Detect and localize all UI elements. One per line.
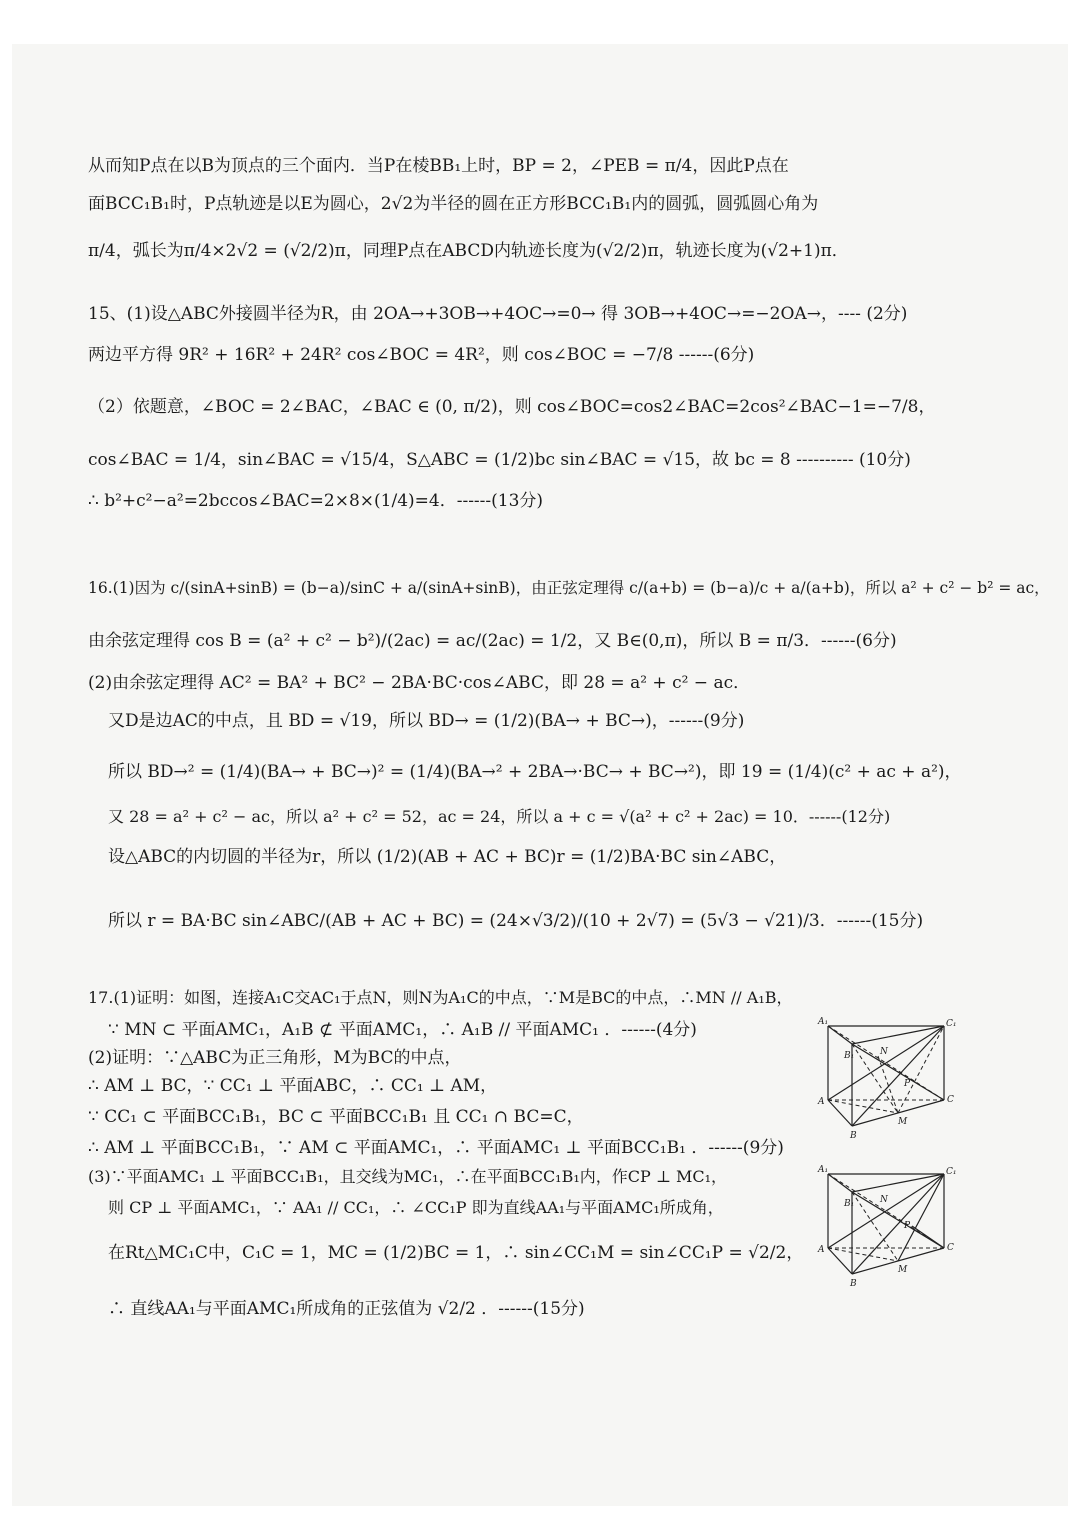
- figure-label: M: [898, 1117, 908, 1127]
- text-line: 16.(1)因为 c/(sinA+sinB) = (b−a)/sinC + a/(sinA+sinB)，由正弦定理得 c/(a+b) = (b−a)/c + a/(a+b)，所以 a² + c² − b² = ac，: [88, 579, 1050, 597]
- figure-label: C₁: [946, 1019, 957, 1029]
- text-line: cos∠BAC = 1/4，sin∠BAC = √15/4，S△ABC = (1/2)bc sin∠BAC = √15，故 bc = 8 ---------- (10分): [88, 450, 911, 470]
- text-line: (2)证明：∵△ABC为正三角形，M为BC的中点，: [88, 1048, 462, 1068]
- text-line: 面BCC₁B₁时，P点轨迹是以E为圆心，2√2为半径的圆在正方形BCC₁B₁内的圆弧，圆弧圆心角为: [88, 194, 819, 214]
- text-line: 所以 BD→² = (1/4)(BA→ + BC→)² = (1/4)(BA→² + 2BA→·BC→ + BC→²)，即 19 = (1/4)(c² + ac + a²)，: [108, 762, 962, 782]
- text-line: ∵ MN ⊂ 平面AMC₁，A₁B ⊄ 平面AMC₁，∴ A₁B // 平面AMC₁ ．------(4分): [108, 1020, 697, 1040]
- text-line: 由余弦定理得 cos B = (a² + c² − b²)/(2ac) = ac/(2ac) = 1/2，又 B∈(0,π)，所以 B = π/3．------(6分): [88, 631, 897, 651]
- figure-label: A: [818, 1097, 825, 1107]
- prism-figure-1: [816, 1014, 960, 1142]
- prism-figure-2: [816, 1162, 960, 1290]
- text-line: (2)由余弦定理得 AC² = BA² + BC² − 2BA·BC·cos∠ABC，即 28 = a² + c² − ac．: [88, 673, 751, 693]
- figure-label: C: [947, 1095, 954, 1105]
- figure-label: B₁: [844, 1199, 855, 1209]
- text-line: 又 28 = a² + c² − ac，所以 a² + c² = 52，ac = 24，所以 a + c = √(a² + c² + 2ac) = 10．------(12分): [108, 807, 891, 826]
- text-line: 则 CP ⊥ 平面AMC₁，∵ AA₁ // CC₁，∴ ∠CC₁P 即为直线AA₁与平面AMC₁所成角，: [108, 1198, 724, 1217]
- figure-label: P: [904, 1221, 911, 1231]
- figure-label: N: [880, 1195, 888, 1205]
- text-line: 设△ABC的内切圆的半径为r，所以 (1/2)(AB + AC + BC)r = (1/2)BA·BC sin∠ABC，: [108, 847, 787, 867]
- figure-label: B₁: [844, 1051, 855, 1061]
- text-line: 所以 r = BA·BC sin∠ABC/(AB + AC + BC) = (24×√3/2)/(10 + 2√7) = (5√3 − √21)/3．------(15分): [108, 911, 924, 931]
- text-line: 从而知P点在以B为顶点的三个面内．当P在棱BB₁上时，BP = 2，∠PEB = π/4，因此P点在: [88, 156, 789, 176]
- figure-label: B: [850, 1279, 857, 1289]
- figure-label: P: [904, 1079, 911, 1089]
- figure-label: A: [818, 1245, 825, 1255]
- text-line: 17.(1)证明：如图，连接A₁C交AC₁于点N，则N为A₁C的中点，∵M是BC的中点，∴MN // A₁B，: [88, 988, 793, 1007]
- text-line: ∴ b²+c²−a²=2bccos∠BAC=2×8×(1/4)=4．------(13分): [88, 491, 544, 511]
- text-line: ∴ 直线AA₁与平面AMC₁所成角的正弦值为 √2/2 ．------(15分): [108, 1299, 585, 1319]
- text-line: 在Rt△MC₁C中，C₁C = 1，MC = (1/2)BC = 1，∴ sin∠CC₁M = sin∠CC₁P = √2/2，: [108, 1243, 804, 1263]
- text-line: （2）依题意，∠BOC = 2∠BAC，∠BAC ∈ (0, π/2)，则 cos∠BOC=cos2∠BAC=2cos²∠BAC−1=−7/8，: [88, 397, 936, 417]
- text-line: π/4，弧长为π/4×2√2 = (√2/2)π，同理P点在ABCD内轨迹长度为(√2/2)π，轨迹长度为(√2+1)π．: [88, 241, 849, 261]
- text-line: ∴ AM ⊥ 平面BCC₁B₁，∵ AM ⊂ 平面AMC₁，∴ 平面AMC₁ ⊥ 平面BCC₁B₁ ．------(9分): [88, 1138, 784, 1158]
- text-line: 两边平方得 9R² + 16R² + 24R² cos∠BOC = 4R²，则 cos∠BOC = −7/8 ------(6分): [88, 345, 755, 365]
- figure-label: C: [947, 1243, 954, 1253]
- figure-label: N: [880, 1047, 888, 1057]
- text-line: (3)∵平面AMC₁ ⊥ 平面BCC₁B₁，且交线为MC₁，∴在平面BCC₁B₁内，作CP ⊥ MC₁，: [88, 1167, 728, 1186]
- text-line: 15、(1)设△ABC外接圆半径为R，由 2OA→+3OB→+4OC→=0→ 得 3OB→+4OC→=−2OA→，---- (2分): [88, 304, 908, 324]
- figure-label: C₁: [946, 1167, 957, 1177]
- text-line: 又D是边AC的中点，且 BD = √19，所以 BD→ = (1/2)(BA→ + BC→)，------(9分): [108, 711, 745, 731]
- figure-label: M: [898, 1265, 908, 1275]
- text-line: ∵ CC₁ ⊂ 平面BCC₁B₁，BC ⊂ 平面BCC₁B₁ 且 CC₁ ∩ BC=C，: [88, 1107, 584, 1127]
- text-line: ∴ AM ⊥ BC，∵ CC₁ ⊥ 平面ABC，∴ CC₁ ⊥ AM，: [88, 1076, 498, 1096]
- figure-label: B: [850, 1131, 857, 1141]
- figure-label: A₁: [818, 1165, 829, 1175]
- figure-label: A₁: [818, 1017, 829, 1027]
